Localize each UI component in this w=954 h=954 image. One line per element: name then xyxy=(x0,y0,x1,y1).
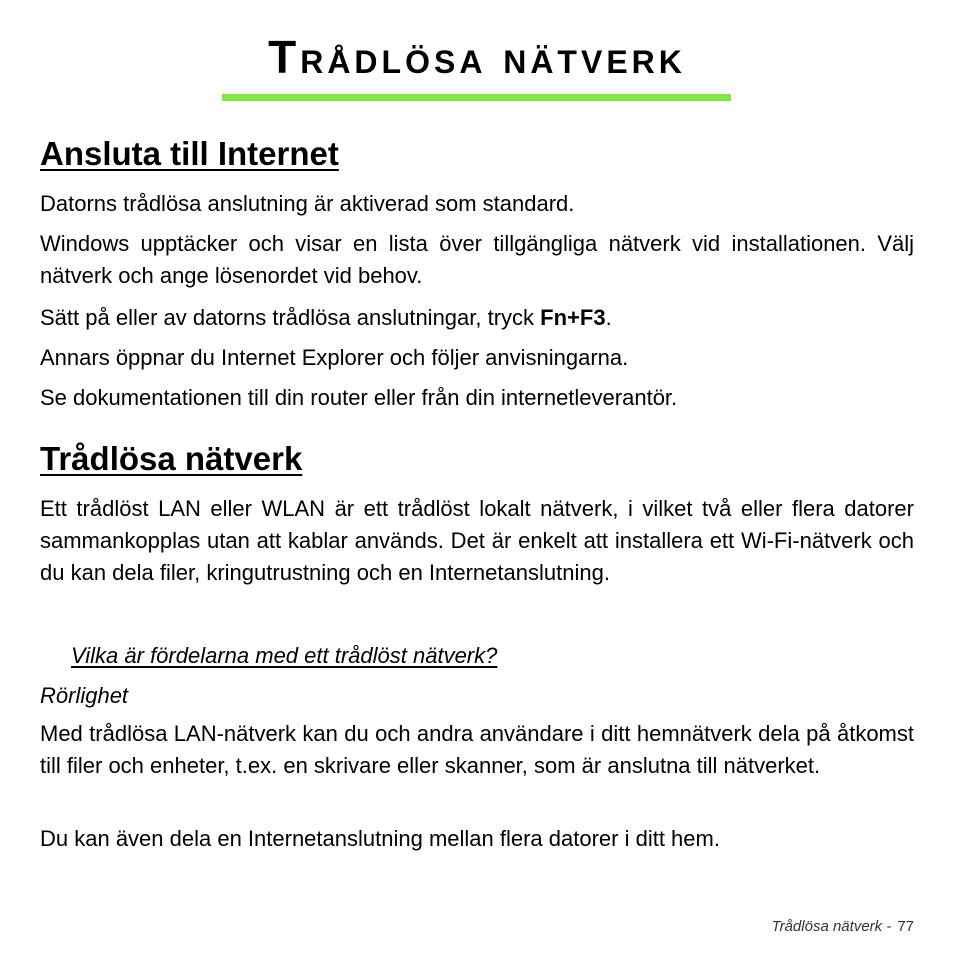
page-number: 77 xyxy=(897,918,914,935)
question-link[interactable]: Vilka är fördelarna med ett trådlöst nätverk? xyxy=(71,643,498,668)
section-heading-tradlosa: Trådlösa nätverk xyxy=(40,440,303,477)
paragraph: Windows upptäcker och visar en lista över tillgängliga nätverk vid installationen. Välj nätverk och ange lösenordet vid behov. xyxy=(40,231,914,288)
section-heading-ansluta: Ansluta till Internet xyxy=(40,135,339,172)
paragraph: Se dokumentationen till din router eller från din internetleverantör. xyxy=(40,385,678,410)
paragraph: Datorns trådlösa anslutning är aktiverad som standard. xyxy=(40,191,575,216)
paragraph: Annars öppnar du Internet Explorer och följer anvisningarna. xyxy=(40,345,629,370)
paragraph: Du kan även dela en Internetanslutning mellan flera datorer i ditt hem. xyxy=(40,826,720,851)
subheading-rorlighet: Rörlighet xyxy=(40,683,129,708)
paragraph-text: . xyxy=(605,305,612,330)
page-footer xyxy=(772,917,914,937)
title-underline-bar xyxy=(222,94,731,101)
paragraph-text: Sätt på eller av datorns trådlösa anslutningar, tryck xyxy=(40,305,541,330)
paragraph: Med trådlösa LAN-nätverk kan du och andra användare i ditt hemnätverk dela på åtkomst till filer och enheter, t.ex. en skrivare eller skanner, som är anslutna till nätverket. xyxy=(40,721,914,778)
paragraph-shortcut xyxy=(40,302,914,334)
keyboard-shortcut: Fn+F3 xyxy=(540,305,606,330)
paragraph: Ett trådlöst LAN eller WLAN är ett trådlöst lokalt nätverk, i vilket två eller flera datorer sammankopplas utan att kablar används. Det är enkelt att installera ett Wi-Fi-nätverk och du kan dela filer, kringutrustning och en Internetanslutning. xyxy=(40,496,914,585)
footer-section-name: Trådlösa nätverk - xyxy=(771,918,892,935)
chapter-title: Trådlösa nätverk xyxy=(268,31,686,83)
